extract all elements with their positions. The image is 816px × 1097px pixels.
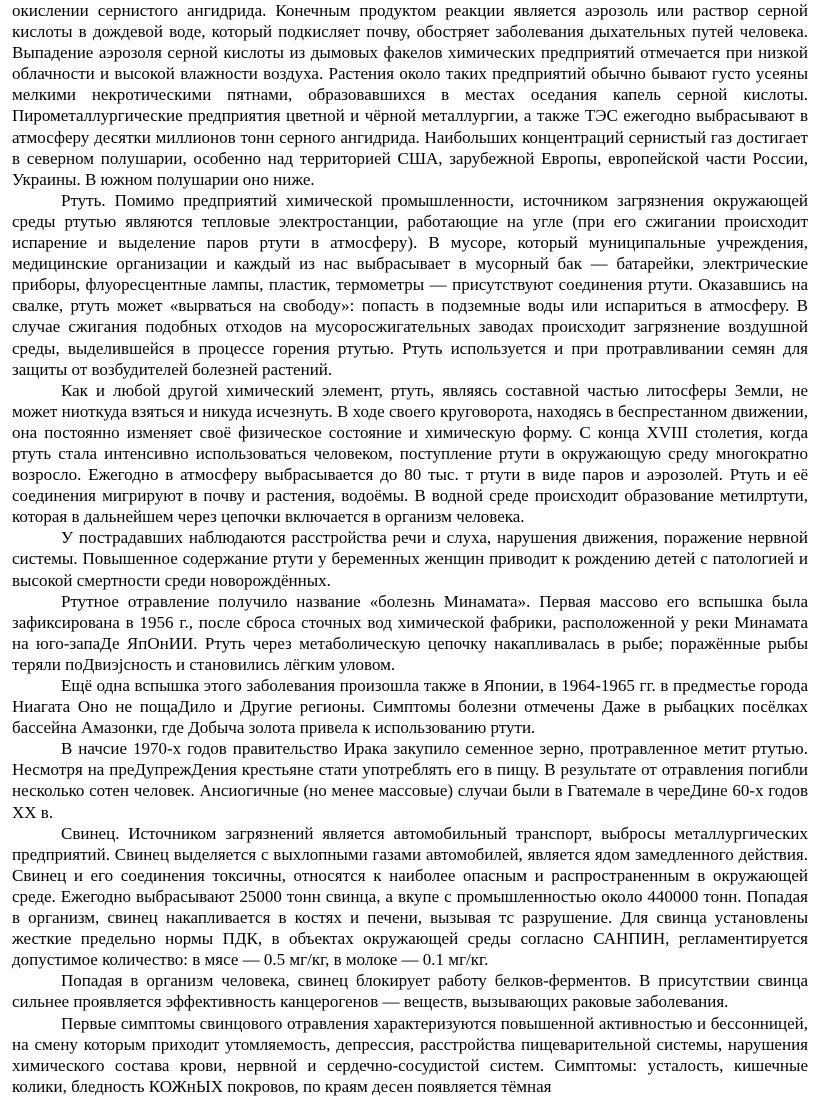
paragraph-lead-enzymes: Попадая в организм человека, свинец блокирует работу белков-ферментов. В присутствии свинца сильнее проявляется эффективность канцерогенов — веществ, вызывающих раковые заболевания. [12,971,808,1012]
paragraph-mercury-cycle: Как и любой другой химический элемент, ртуть, являясь составной частью литосферы Земли, не может ниоткуда взяться и никуда исчезнуть. В ходе своего круговорота, находясь в беспрестанном движении, она постоянно изменяет своё физическое состояние и химическую форму. С конца XVIII столетия, когда ртуть стала интенсивно использоваться человеком, поступление ртути в окружающую среду многократно возросло. Ежегодно в атмосферу выбрасывается до 80 тыс. т ртути в виде паров и аэрозолей. Ртуть и её соединения мигрируют в почву и растения, водоёмы. В водной среде происходит образование метилртути, которая в дальнейшем через цепочки включается в организм человека. [12,380,808,527]
paragraph-lead-symptoms: Первые симптомы свинцового отравления характеризуются повышенной активностью и бессонницей, на смену которым приходит утомляемость, депрессия, расстройства пищеварительной системы, нарушения химического состава крови, нервной и сердечно-сосудистой систем. Симптомы: усталость, кишечные колики, бледность КОЖнЫХ покровов, по краям десен появляется тёмная [12,1013,808,1096]
paragraph-iraq-poisoning: В начсие 1970-х годов правительство Ирака закупило семенное зерно, протравленное метит ртутью. Несмотря на преДупрежДения крестьяне стати употреблять его в пищу. В результате от отравления погибли несколько сотен человек. Ансиогичные (но менее массовые) случаи были в Гватемале в череДине 60-х годов XX в. [12,739,808,822]
paragraph-lead-sources: Свинец. Источником загрязнений является автомобильный транспорт, выбросы металлургических предприятий. Свинец выделяется с выхлопными газами автомобилей, является ядом замедленного действия. Свинец и его соединения токсичны, относятся к наиболее опасным и распространенным в окружающей среде. Ежегодно выбрасывают 25000 тонн свинца, а вкупе с промышленностью около 440000 тонн. Попадая в организм, свинец накапливается в костях и печени, вызывая тс разрушение. Для свинца установлены жесткие предельно нормы ПДК, в объектах окружающей среды согласно САНПИН, регламентируется допустимое количество: в мясе — 0.5 мг/кг, в молоке — 0.1 мг/кг. [12,823,808,970]
paragraph-minamata-disease: Ртутное отравление получило название «болезнь Минамата». Первая массово его вспышка была зафиксирована в 1956 г., после сброса сточных вод химической фабрики, расположенной у реки Минамата на юго-запаДе ЯпОнИИ. Ртуть через метаболическую цепочку накапливалась в рыбе; поражённые рыбы теряли поДвиэјсность и становились лёгким уловом. [12,591,808,674]
paragraph-mercury-sources: Ртуть. Помимо предприятий химической промышленности, источником загрязнения окружающей среды ртутью являются тепловые электростанции, работающие на угле (при его сжигании происходит испарение и выделение паров ртути в атмосферу). В мусоре, который муниципальные учреждения, медицинские организации и каждый из нас выбрасывает в мусорный бак — батарейки, электрические приборы, флуоресцентные лампы, пластик, термометры — присутствуют соединения ртути. Оказавшись на свалке, ртуть может «вырваться на свободу»: попасть в подземные воды или испариться в атмосферу. В случае сжигания подобных отходов на мусоросжигательных заводах происходит загрязнение воздушной среды, выделившейся в процессе горения ртутью. Ртуть используется и при протравливании семян для защиты от возбудителей болезней растений. [12,190,808,379]
document-page [12,0,808,1097]
paragraph-mercury-symptoms: У пострадавших наблюдаются расстройства речи и слуха, нарушения движения, поражение нервной системы. Повышенное содержание ртути у беременных женщин приводит к рождению детей с патологией и высокой смертности среди новорождённых. [12,528,808,590]
paragraph-niigata-outbreak: Ещё одна вспышка этого заболевания произошла также в Японии, в 1964-1965 гг. в предместье города Ниагата Оно не пощаДило и Другие регионы. Симптомы болезни отмечены Даже в рыбацких посёлках бассейна Амазонки, где Добыча золота привела к использованию ртути. [12,676,808,738]
paragraph-sulfur-continuation: окислении сернистого ангидрида. Конечным продуктом реакции является аэрозоль или раствор серной кислоты в дождевой воде, который подкисляет почву, обостряет заболевания дыхательных путей человека. Выпадение аэрозоля серной кислоты из дымовых факелов химических предприятий отмечается при низкой облачности и высокой влажности воздуха. Растения около таких предприятий обычно бывают густо усеяны мелкими некротическими пятнами, образовавшихся в местах оседания капель серной кислоты. Пирометаллургические предприятия цветной и чёрной металлургии, а также ТЭС ежегодно выбрасывают в атмосферу десятки миллионов тонн серного ангидрида. Наибольших концентраций сернистый газ достигает в северном полушарии, особенно над территорией США, зарубежной Европы, европейской части России, Украины. В южном полушарии оно ниже. [12,1,808,189]
